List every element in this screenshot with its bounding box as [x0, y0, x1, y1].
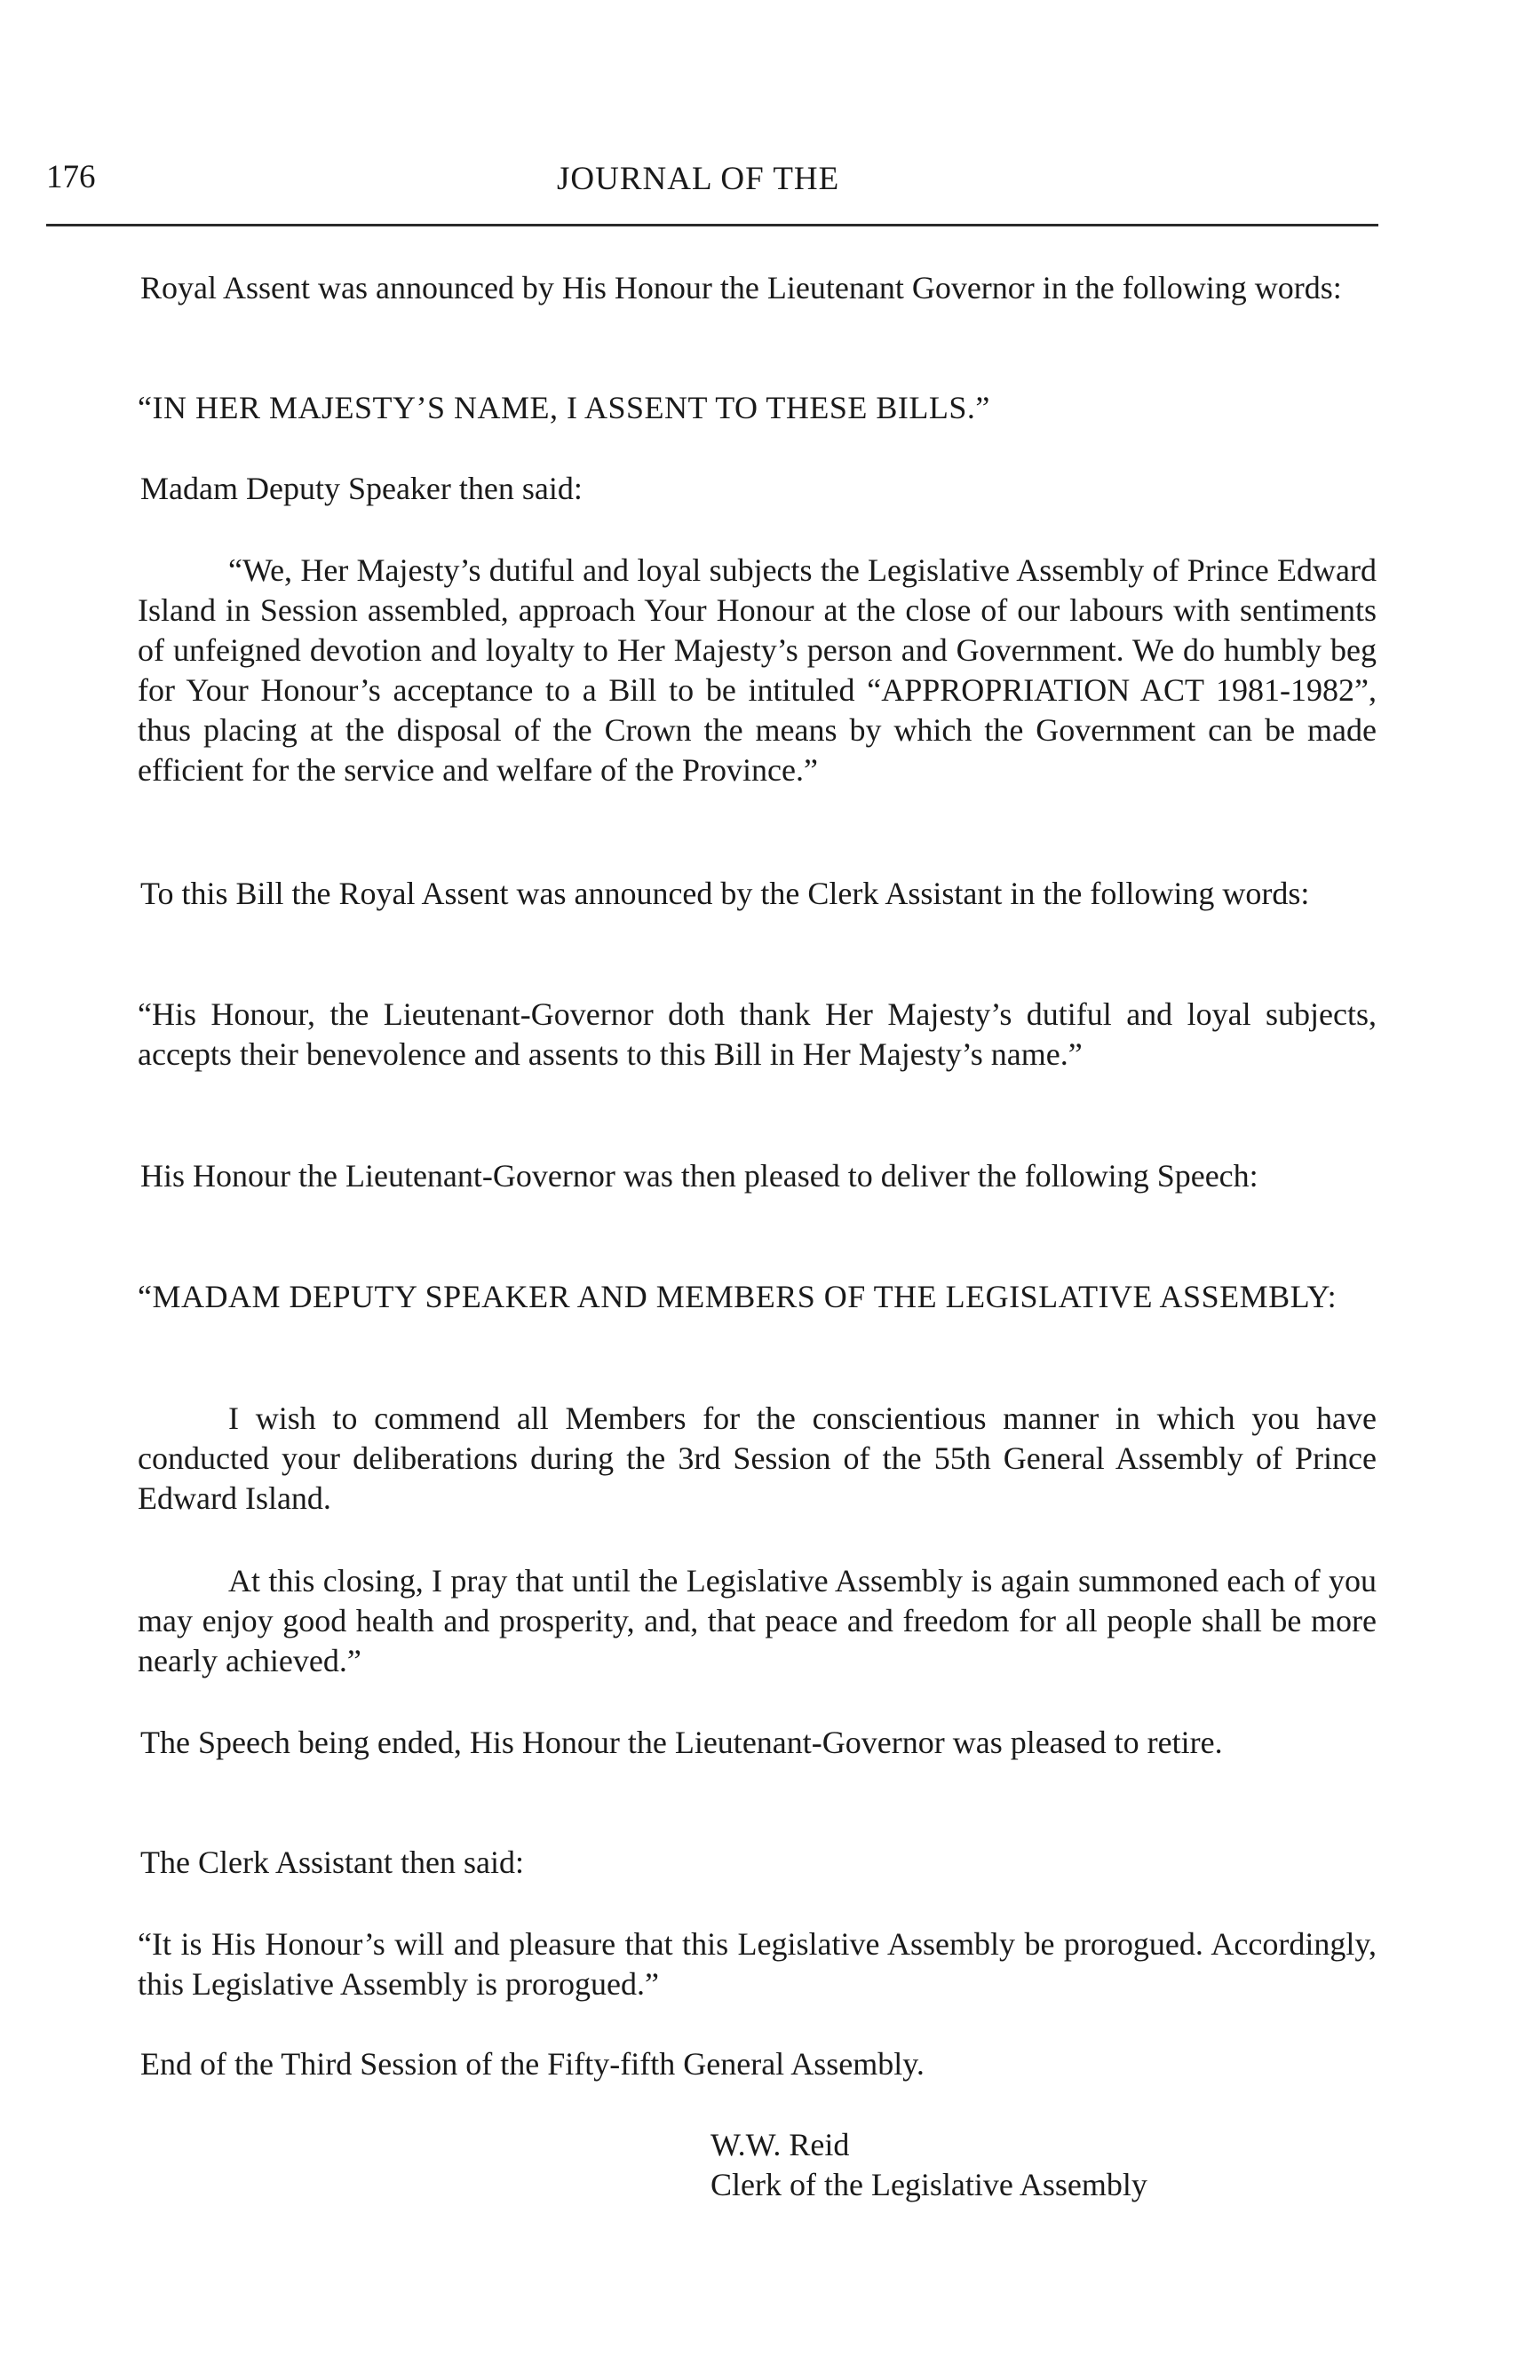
- paragraph-assent-quote: “IN HER MAJESTY’S NAME, I ASSENT TO THESE BILLS.”: [138, 390, 990, 425]
- paragraph-speech-closing: At this closing, I pray that until the Legislative Assembly is again summoned each of you may enjoy good health and prosperity, and, that peace and freedom for all people shall be more nearly achieved.”: [138, 1563, 1377, 1678]
- running-head: JOURNAL OF THE: [557, 161, 840, 197]
- paragraph-appropriation-quote: “We, Her Majesty’s dutiful and loyal subjects the Legislative Assembly of Prince Edward Island in Session assembled, approach Your Honour at the close of our labours with sentiments of unfeigned devotion and loyalty to Her Majesty’s person and Government. We do humbly beg for Your Honour’s acceptance to a Bill to be intituled “APPROPRIATION ACT 1981-1982”, thus placing at the disposal of the Crown the means by which the Government can be made efficient for the service and welfare of the Province.”: [138, 552, 1377, 788]
- paragraph-end-of-session: End of the Third Session of the Fifty-fifth General Assembly.: [140, 2046, 925, 2082]
- paragraph-clerk-assent: To this Bill the Royal Assent was announced by the Clerk Assistant in the following words:: [140, 876, 1310, 911]
- paragraph-prorogued-quote: “It is His Honour’s will and pleasure that this Legislative Assembly be prorogued. Accordingly, this Legislative Assembly is prorogued.”: [138, 1926, 1377, 2002]
- signature-title: Clerk of the Legislative Assembly: [710, 2167, 1147, 2202]
- paragraph-speech-intro: His Honour the Lieutenant-Governor was then pleased to deliver the following Speech:: [140, 1158, 1258, 1194]
- paragraph-speech-commend: I wish to commend all Members for the conscientious manner in which you have conducted your deliberations during the 3rd Session of the 55th General Assembly of Prince Edward Island.: [138, 1400, 1377, 1516]
- paragraph-speech-ended: The Speech being ended, His Honour the Lieutenant-Governor was pleased to retire.: [140, 1725, 1223, 1760]
- paragraph-thanks-quote: “His Honour, the Lieutenant-Governor doth thank Her Majesty’s dutiful and loyal subjects, accepts their benevolence and assents to this Bill in Her Majesty’s name.”: [138, 996, 1377, 1072]
- page-header: [46, 158, 1378, 211]
- paragraph-speech-salutation: “MADAM DEPUTY SPEAKER AND MEMBERS OF THE LEGISLATIVE ASSEMBLY:: [138, 1279, 1338, 1314]
- paragraph-deputy-speaker-said: Madam Deputy Speaker then said:: [140, 471, 583, 506]
- header-rule: [46, 224, 1378, 226]
- signature-name: W.W. Reid: [710, 2127, 850, 2162]
- page-number: 176: [46, 159, 96, 195]
- paragraph-clerk-said: The Clerk Assistant then said:: [140, 1844, 524, 1880]
- paragraph-royal-assent: Royal Assent was announced by His Honour the Lieutenant Governor in the following words:: [140, 270, 1342, 305]
